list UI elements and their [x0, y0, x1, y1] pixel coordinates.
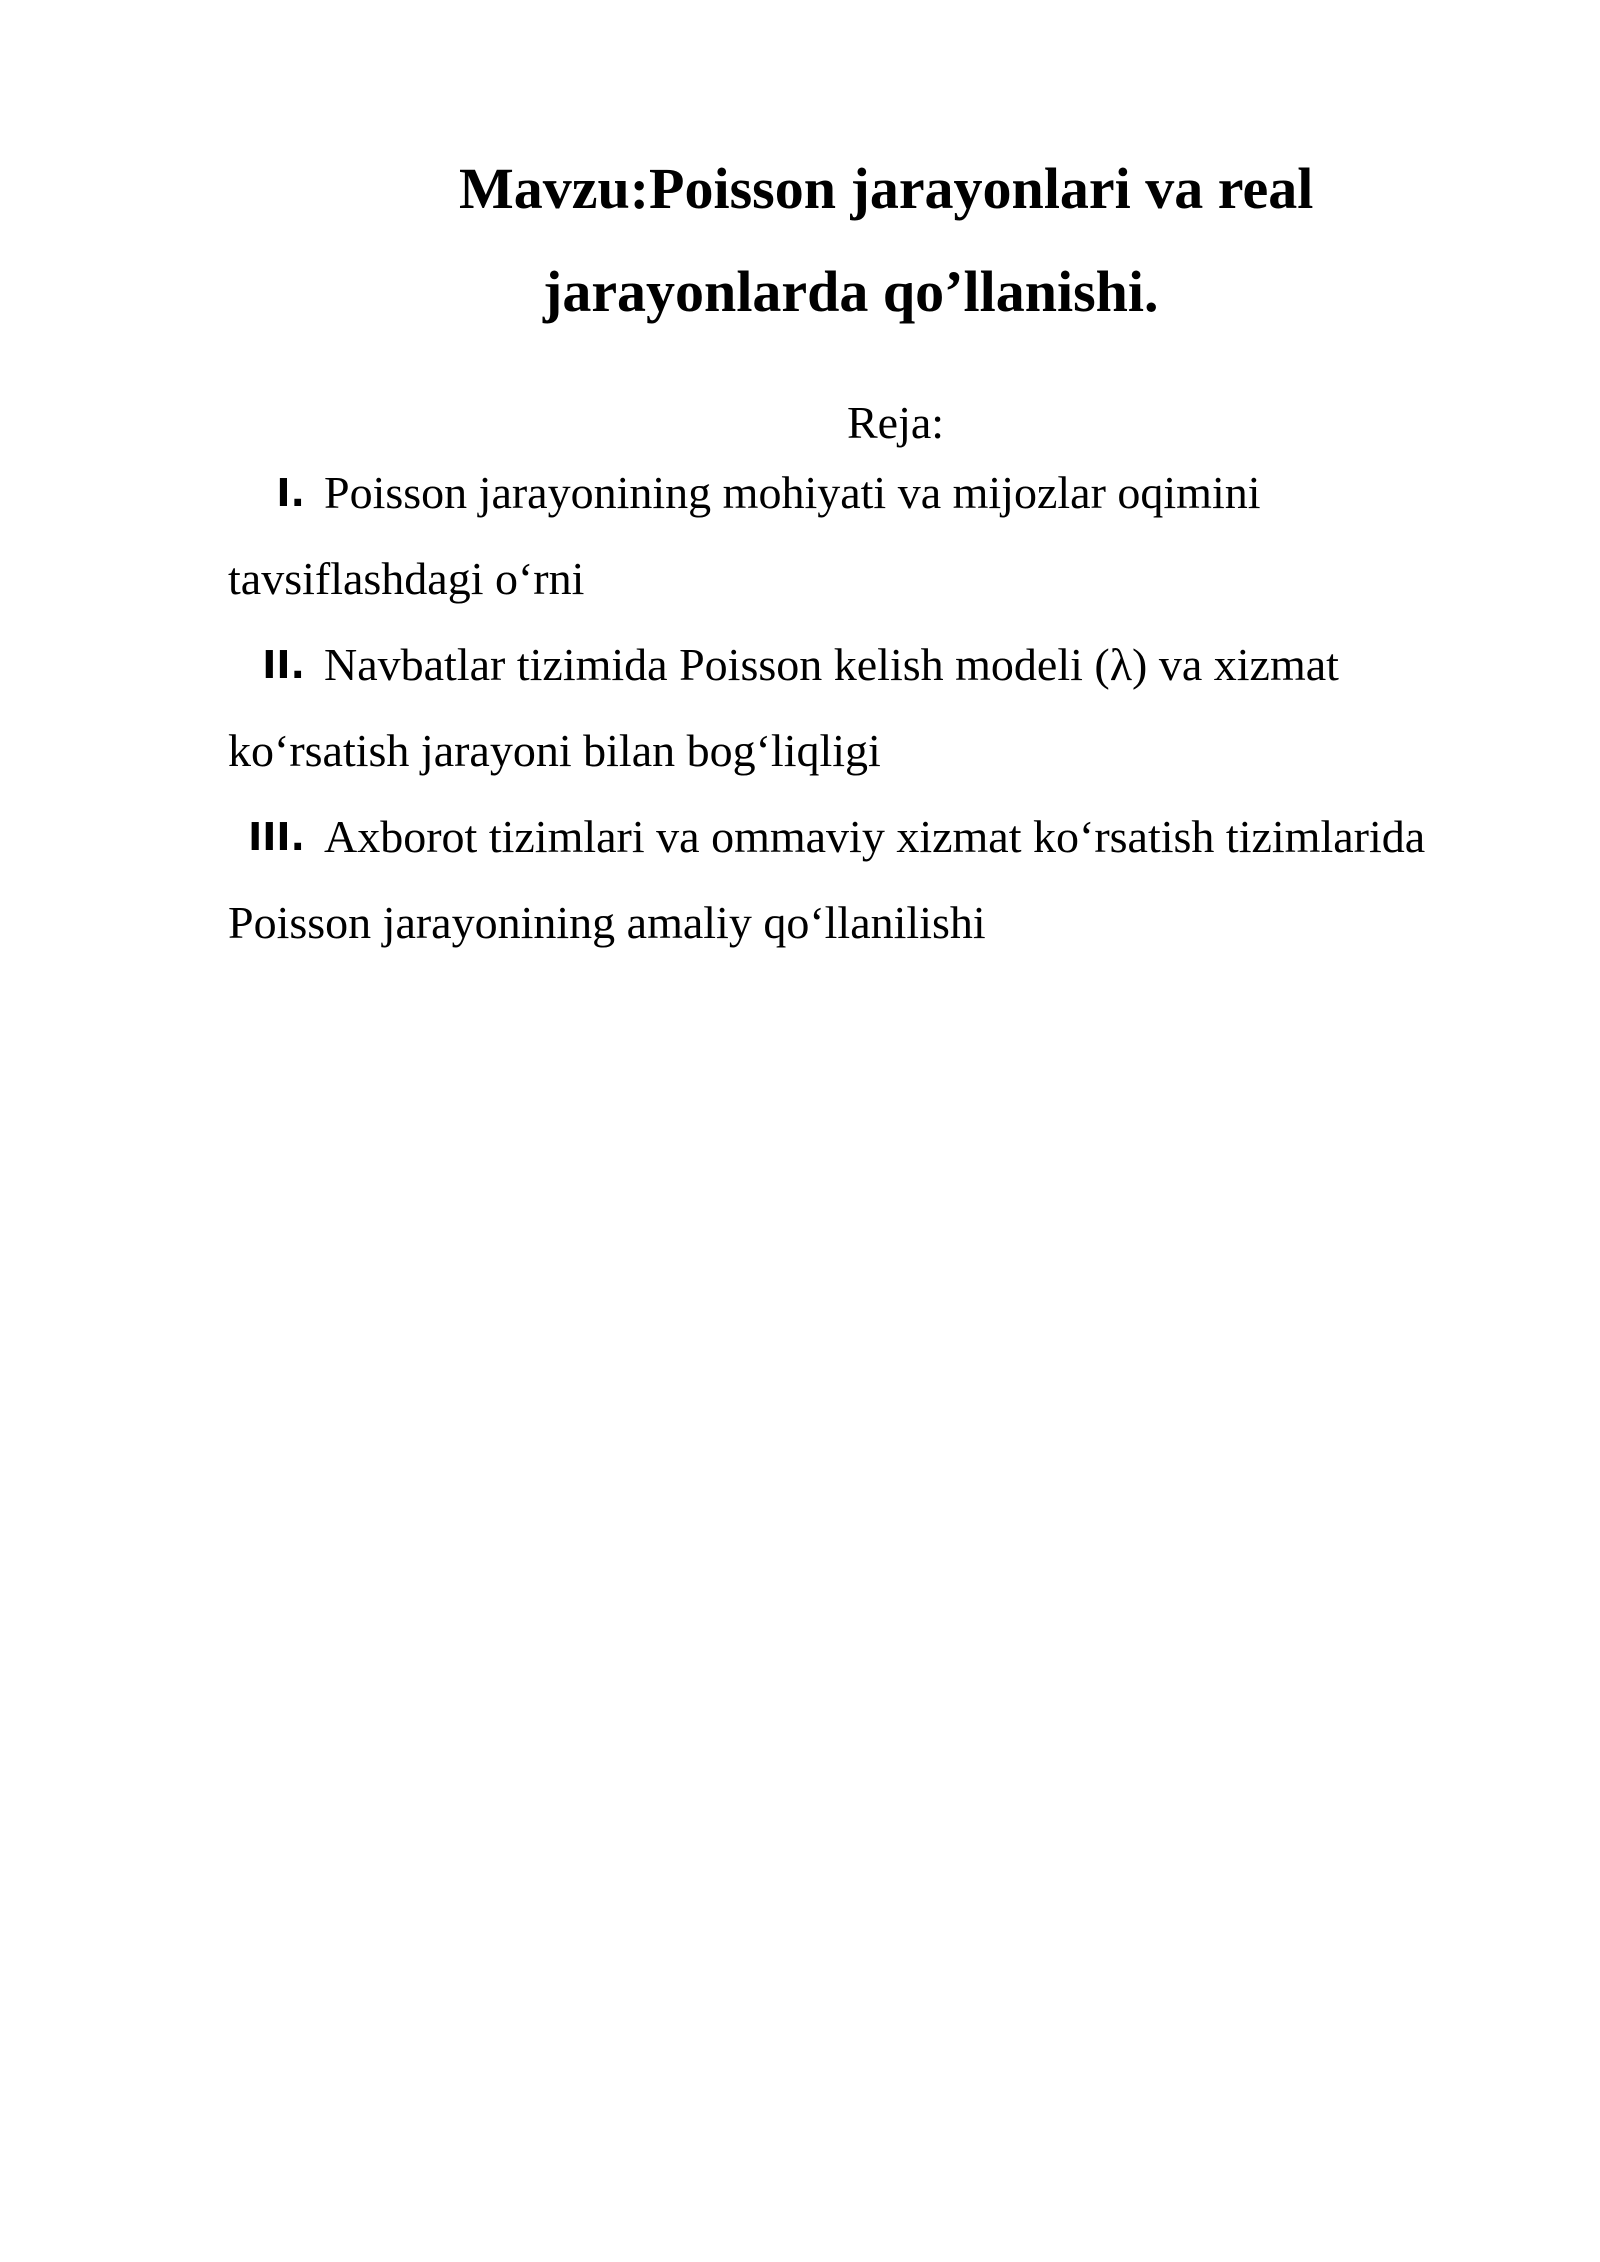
plan-heading: Reja:: [847, 397, 945, 448]
plan-item-text-line-2: ko‘rsatish jarayoni bilan bog‘liqligi: [228, 725, 881, 776]
plan-item-text-line-2: tavsiflashdagi o‘rni: [228, 553, 585, 604]
plan-list: [228, 450, 1528, 966]
plan-item-text-line-1: Navbatlar tizimida Poisson kelish modeli (λ) va xizmat: [324, 639, 1339, 690]
plan-item-numeral: II.: [262, 643, 305, 687]
plan-item-text-line-2: Poisson jarayonining amaliy qo‘llanilishi: [228, 897, 986, 948]
plan-item-3: [228, 794, 1528, 966]
plan-item-1: [228, 450, 1528, 622]
plan-item-2: [228, 622, 1528, 794]
plan-item-numeral: I.: [276, 471, 305, 515]
plan-item-text-line-1: Axborot tizimlari va ommaviy xizmat ko‘rsatish tizimlarida: [324, 811, 1426, 862]
document-title-line-2: jarayonlarda qo’llanishi.: [543, 259, 1159, 324]
plan-item-text-line-1: Poisson jarayonining mohiyati va mijozlar oqimini: [324, 467, 1261, 518]
document-title-line-1: Mavzu:Poisson jarayonlari va real: [459, 156, 1314, 221]
plan-item-numeral: III.: [248, 815, 305, 859]
